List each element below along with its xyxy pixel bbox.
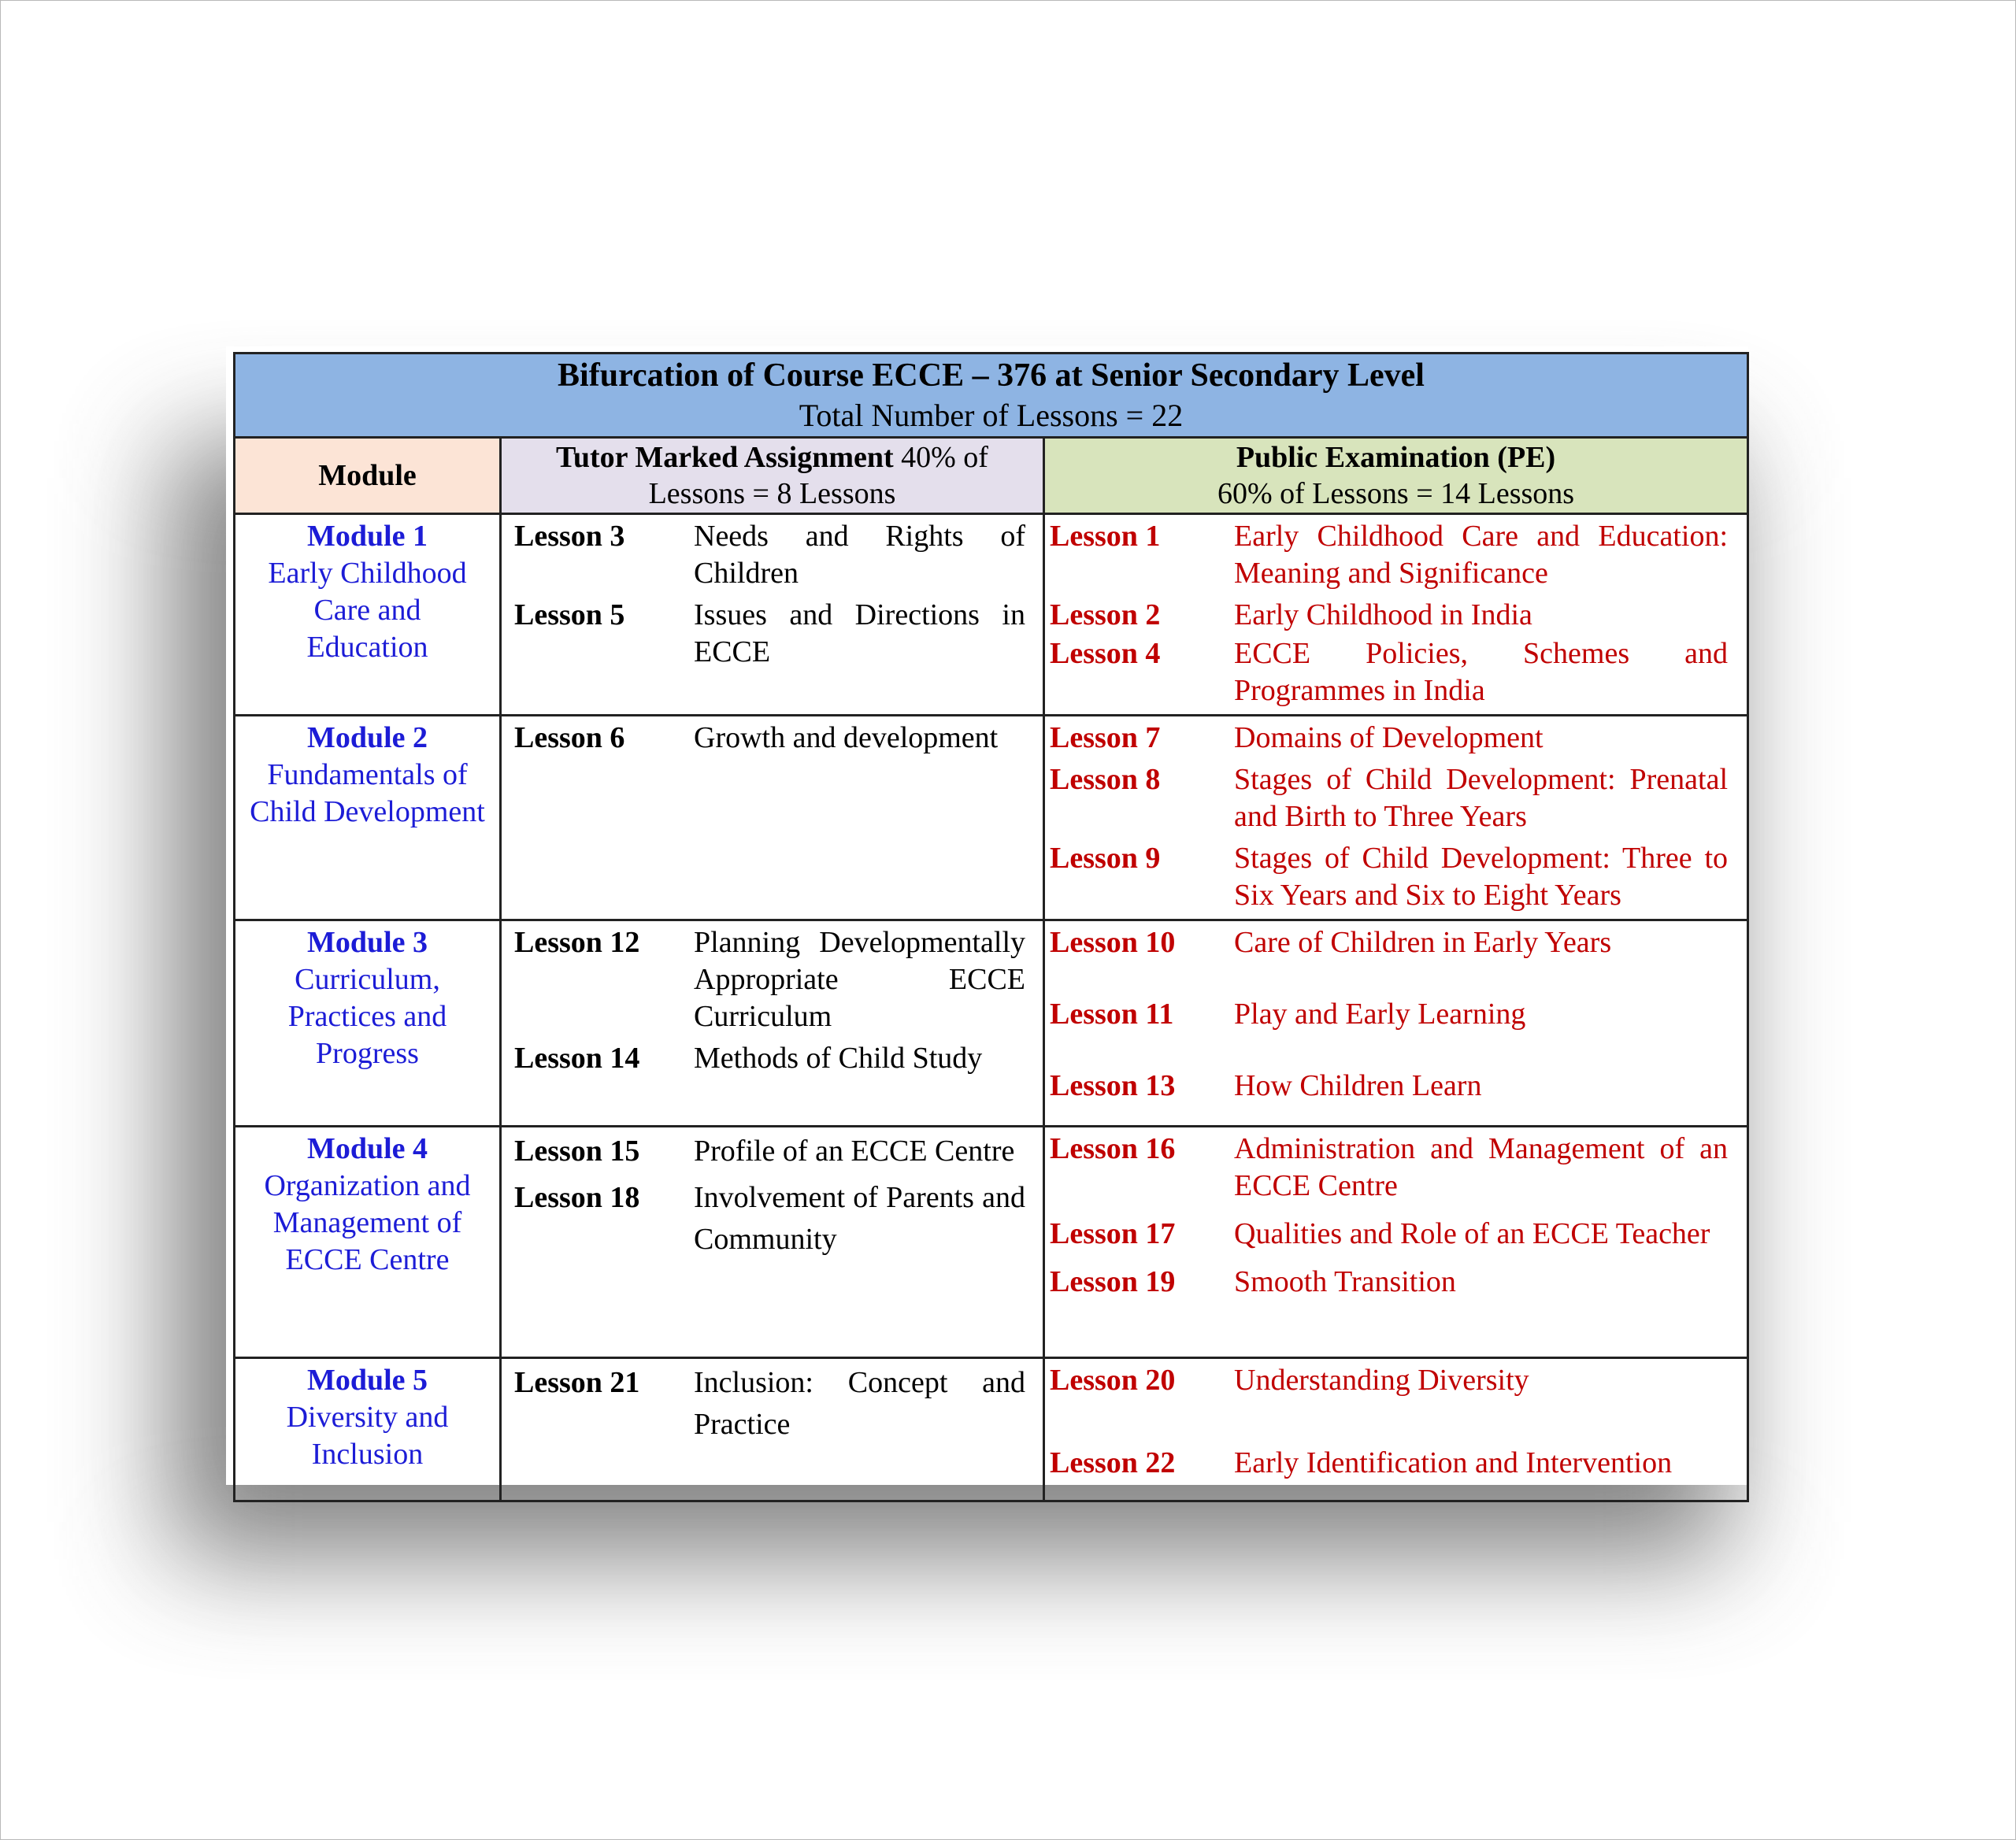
lesson-number: Lesson 3 <box>514 520 625 553</box>
pe-lesson <box>1050 597 1728 634</box>
tma-cell <box>501 1127 1044 1358</box>
lesson-title: ECCE Policies, Schemes and Programmes in India <box>1234 637 1729 707</box>
tma-lesson <box>514 924 1025 1035</box>
pe-cell <box>1044 514 1748 716</box>
lesson-number: Lesson 9 <box>1050 842 1161 875</box>
lesson-title: Needs and Rights of Children <box>694 520 1025 590</box>
pe-lesson <box>1050 518 1728 592</box>
lesson-number: Lesson 2 <box>1050 598 1161 631</box>
lesson-number: Lesson 11 <box>1050 998 1174 1031</box>
lesson-title: Planning Developmentally Appropriate ECCE Curriculum <box>694 926 1025 1033</box>
module-name: Curriculum, Practices and Progress <box>287 963 447 1070</box>
module-cell <box>235 1358 501 1501</box>
header-pe <box>1044 438 1748 514</box>
lesson-title: Administration and Management of an ECCE Centre <box>1234 1132 1729 1202</box>
tma-lesson <box>514 1040 1025 1077</box>
tma-lesson <box>514 1177 1025 1261</box>
lesson-number: Lesson 18 <box>514 1181 640 1214</box>
lesson-number: Lesson 17 <box>1050 1217 1176 1250</box>
pe-lesson <box>1050 720 1728 757</box>
module-label: Module 4 <box>306 1132 428 1165</box>
module-label: Module 5 <box>306 1364 428 1397</box>
module-row <box>235 1358 1748 1501</box>
pe-lesson <box>1050 1131 1728 1205</box>
header-row <box>235 438 1748 514</box>
pe-cell <box>1044 920 1748 1127</box>
header-module-label: Module <box>318 459 417 492</box>
lesson-number: Lesson 12 <box>514 926 640 959</box>
module-row <box>235 716 1748 920</box>
lesson-number: Lesson 19 <box>1050 1265 1176 1298</box>
pe-lesson <box>1050 635 1728 709</box>
lesson-number: Lesson 8 <box>1050 763 1161 796</box>
pe-lesson <box>1050 924 1728 961</box>
module-row <box>235 514 1748 716</box>
pe-lesson <box>1050 996 1728 1033</box>
lesson-title: Stages of Child Development: Three to Six Years and Six to Eight Years <box>1234 842 1729 912</box>
lesson-number: Lesson 15 <box>514 1135 640 1168</box>
module-label: Module 1 <box>306 520 428 553</box>
module-cell <box>235 514 501 716</box>
header-tma-title: Tutor Marked Assignment <box>556 441 894 474</box>
lesson-title: Stages of Child Development: Prenatal and Birth to Three Years <box>1234 763 1729 833</box>
lesson-title: How Children Learn <box>1234 1069 1482 1102</box>
lesson-number: Lesson 13 <box>1050 1069 1176 1102</box>
pe-lesson <box>1050 1362 1728 1399</box>
lesson-number: Lesson 7 <box>1050 721 1161 754</box>
pe-lesson <box>1050 1264 1728 1301</box>
lesson-number: Lesson 16 <box>1050 1132 1176 1165</box>
lesson-number: Lesson 6 <box>514 721 625 754</box>
header-tma <box>501 438 1044 514</box>
header-pe-count: 60% of Lessons = 14 Lessons <box>1217 477 1575 510</box>
tma-lesson <box>514 1131 1025 1172</box>
tma-lesson <box>514 597 1025 671</box>
tma-lesson <box>514 518 1025 592</box>
lesson-title: Methods of Child Study <box>694 1042 983 1075</box>
module-cell <box>235 1127 501 1358</box>
lesson-title: Growth and development <box>694 721 999 754</box>
pe-lesson <box>1050 1216 1728 1253</box>
lesson-title: Profile of an ECCE Centre <box>694 1135 1015 1168</box>
title-cell <box>235 354 1748 438</box>
lesson-number: Lesson 20 <box>1050 1364 1176 1397</box>
tma-cell <box>501 1358 1044 1501</box>
lesson-number: Lesson 4 <box>1050 637 1161 670</box>
table-title: Bifurcation of Course ECCE – 376 at Senior Secondary Level <box>558 357 1425 394</box>
lesson-title: Domains of Development <box>1234 721 1544 754</box>
lesson-number: Lesson 1 <box>1050 520 1161 553</box>
lesson-number: Lesson 22 <box>1050 1446 1176 1479</box>
tma-cell <box>501 920 1044 1127</box>
module-label: Module 3 <box>306 926 428 959</box>
document-card <box>226 346 1748 1485</box>
module-name: Fundamentals of Child Development <box>250 758 485 828</box>
lesson-title: Play and Early Learning <box>1234 998 1526 1031</box>
lesson-number: Lesson 10 <box>1050 926 1176 959</box>
header-pe-title: Public Examination (PE) <box>1236 441 1556 474</box>
header-module <box>235 438 501 514</box>
lesson-title: Early Identification and Intervention <box>1234 1446 1673 1479</box>
title-row <box>235 354 1748 438</box>
lesson-title: Qualities and Role of an ECCE Teacher <box>1234 1217 1710 1250</box>
pe-cell <box>1044 716 1748 920</box>
pe-lesson <box>1050 761 1728 835</box>
lesson-title: Early Childhood in India <box>1234 598 1532 631</box>
pe-cell <box>1044 1358 1748 1501</box>
lesson-number: Lesson 14 <box>514 1042 640 1075</box>
module-row <box>235 1127 1748 1358</box>
lesson-title: Issues and Directions in ECCE <box>694 598 1025 668</box>
bifurcation-table <box>233 352 1749 1502</box>
module-name: Organization and Management of ECCE Centre <box>264 1169 471 1276</box>
table-subtitle: Total Number of Lessons = 22 <box>799 398 1184 433</box>
lesson-title: Involvement of Parents and Community <box>694 1181 1025 1256</box>
tma-cell <box>501 716 1044 920</box>
lesson-title: Care of Children in Early Years <box>1234 926 1612 959</box>
module-label: Module 2 <box>306 721 428 754</box>
pe-cell <box>1044 1127 1748 1358</box>
lesson-title: Early Childhood Care and Education: Meaning and Significance <box>1234 520 1729 590</box>
header-tma-count: Lessons = 8 Lessons <box>648 477 896 510</box>
module-cell <box>235 716 501 920</box>
module-name: Early Childhood Care and Education <box>268 557 467 664</box>
module-name: Diversity and Inclusion <box>286 1401 449 1471</box>
module-row <box>235 920 1748 1127</box>
header-tma-percent: 40% of <box>893 441 988 474</box>
lesson-number: Lesson 21 <box>514 1366 640 1399</box>
tma-cell <box>501 514 1044 716</box>
lesson-number: Lesson 5 <box>514 598 625 631</box>
pe-lesson <box>1050 1445 1728 1482</box>
lesson-title: Understanding Diversity <box>1234 1364 1529 1397</box>
module-cell <box>235 920 501 1127</box>
pe-lesson <box>1050 1068 1728 1105</box>
tma-lesson <box>514 1362 1025 1446</box>
pe-lesson <box>1050 840 1728 914</box>
lesson-title: Inclusion: Concept and Practice <box>694 1366 1025 1441</box>
lesson-title: Smooth Transition <box>1234 1265 1456 1298</box>
tma-lesson <box>514 720 1025 757</box>
